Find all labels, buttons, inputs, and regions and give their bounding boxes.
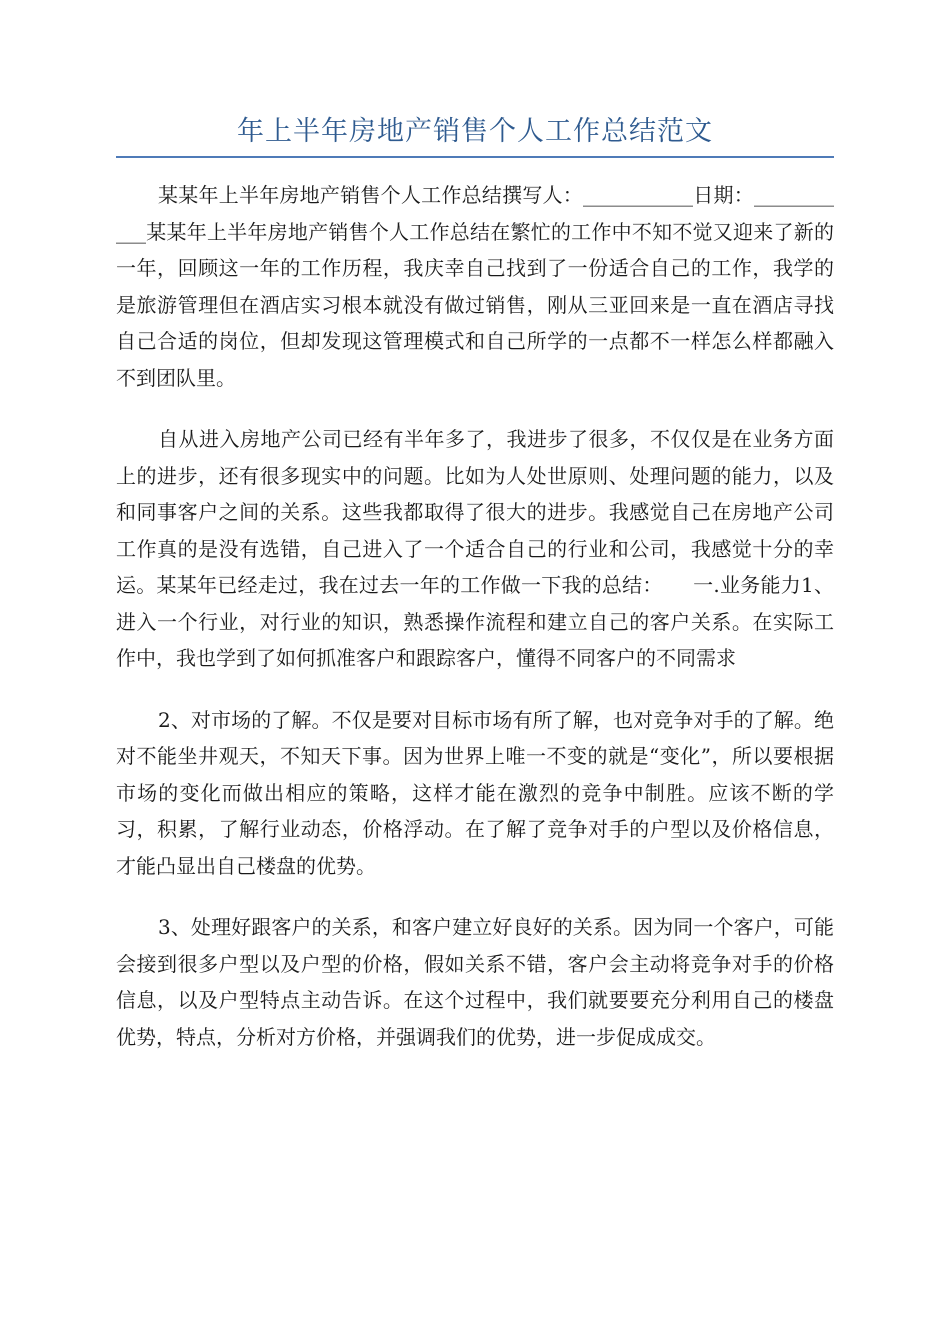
paragraph-1: 某某年上半年房地产销售个人工作总结撰写人：___________日期：___________某某年上半年房地产销售个人工作总结在繁忙的工作中不知不觉又迎来了新的一年，回顾这一年的工作历程，我庆幸自己找到了一份适合自己的工作，我学的是旅游管理但在酒店实习根本就没有做过销售，刚从三亚回来是一直在酒店寻找自己合适的岗位，但却发现这管理模式和自己所学的一点都不一样怎么样都融入不到团队里。 [116,183,834,390]
document-title: 年上半年房地产销售个人工作总结范文 [237,116,713,147]
paragraph-3: 2、对市场的了解。不仅是要对目标市场有所了解，也对竞争对手的了解。绝对不能坐井观天，不知天下事。因为世界上唯一不变的就是“变化”，所以要根据市场的变化而做出相应的策略，这样才能在激烈的竞争中制胜。应该不断的学习，积累，了解行业动态，价格浮动。在了解了竞争对手的户型以及价格信息，才能凸显出自己楼盘的优势。 [116,707,834,878]
paragraph-4: 3、处理好跟客户的关系，和客户建立好良好的关系。因为同一个客户，可能会接到很多户型以及户型的价格，假如关系不错，客户会主动将竞争对手的价格信息，以及户型特点主动告诉。在这个过程中，我们就要要充分利用自己的楼盘优势，特点，分析对方价格，并强调我们的优势，进一步促成成交。 [116,915,834,1049]
document-body [116,177,834,1080]
paragraph-2: 自从进入房地产公司已经有半年多了，我进步了很多，不仅仅是在业务方面上的进步，还有很多现实中的问题。比如为人处世原则、处理问题的能力，以及和同事客户之间的关系。这些我都取得了很大的进步。我感觉自己在房地产公司工作真的是没有选错，自己进入了一个适合自己的行业和公司，我感觉十分的幸运。某某年已经走过，我在过去一年的工作做一下我的总结： 一.业务能力1、进入一个行业，对行业的知识，熟悉操作流程和建立自己的客户关系。在实际工作中，我也学到了如何抓准客户和跟踪客户，懂得不同客户的不同需求 [116,427,834,670]
title-block [116,112,834,158]
